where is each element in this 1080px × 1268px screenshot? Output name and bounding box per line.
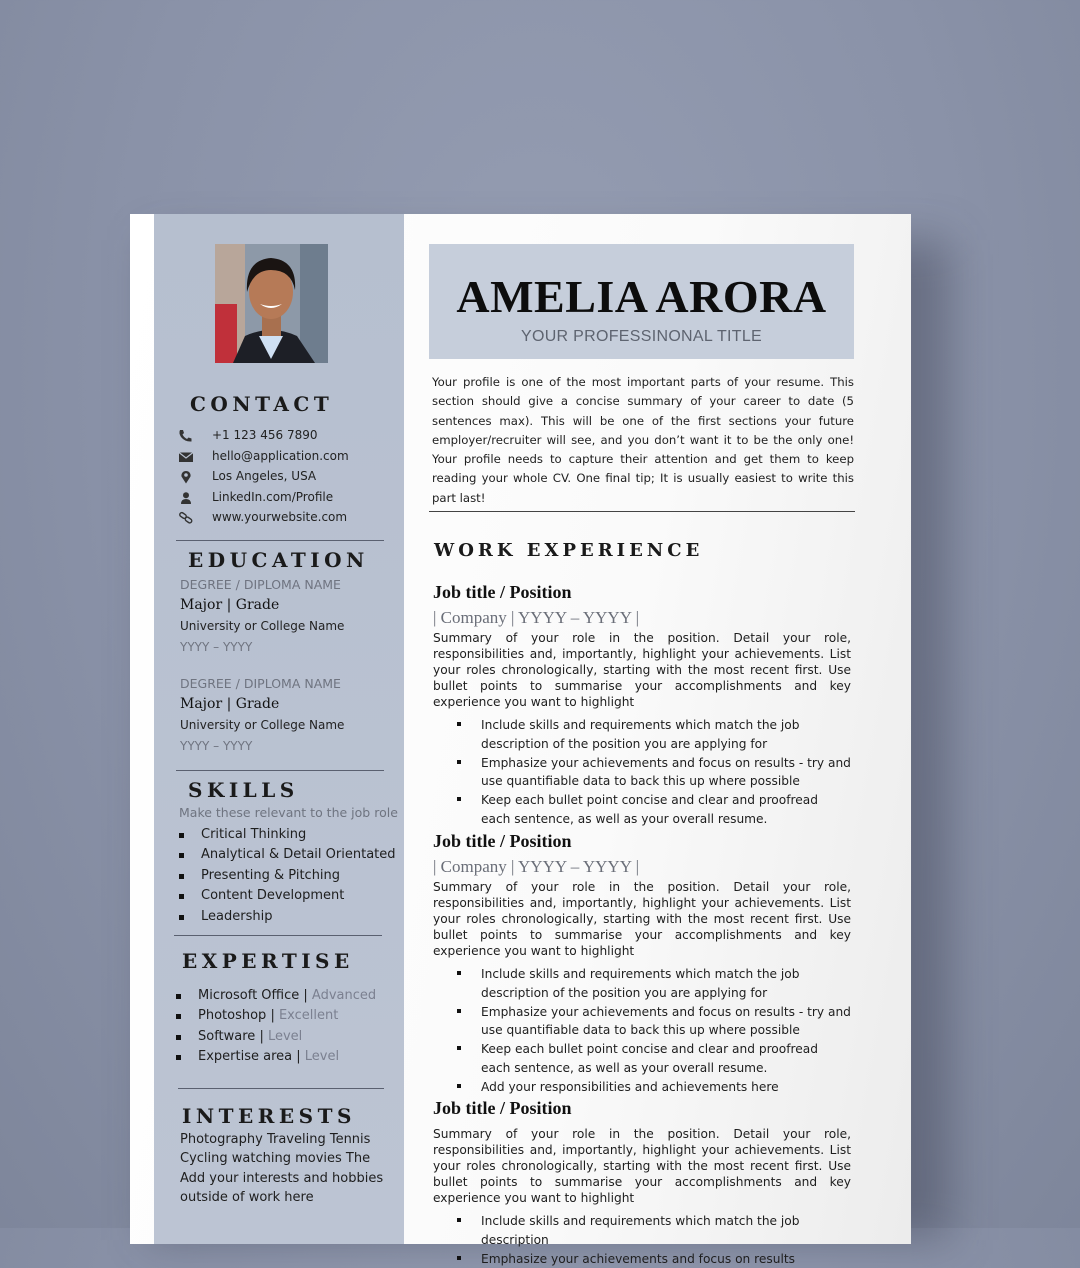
expertise-level: Level (267, 1028, 303, 1044)
list-item (457, 1212, 851, 1250)
bullet (457, 971, 461, 975)
bullet (457, 797, 461, 801)
job-company-dates: | Company | YYYY – YYYY | (433, 857, 640, 876)
bullet (179, 874, 184, 879)
bullet (176, 1014, 181, 1019)
job-entry (433, 1094, 851, 1268)
job-title: Job title / Position (433, 1098, 572, 1118)
education-entry (180, 674, 400, 757)
sidebar (154, 214, 404, 1244)
list-item (457, 754, 851, 792)
job-bullets (433, 716, 851, 829)
skill-text: Content Development (201, 888, 345, 904)
list-item (176, 1006, 376, 1026)
job-summary: Summary of your role in the position. Detail your role, responsibilities and, importantly, highlight your achievements. List your roles chronologically, starting with the most recent first. Use bullet points to summarise your accomplishments and key experience you want to highlight (433, 880, 851, 958)
list-item (176, 1027, 376, 1047)
expertise-name: Microsoft Office (198, 988, 300, 1003)
divider (176, 540, 384, 541)
bullet-text: Keep each bullet point concise and clear and proofread each sentence, as well as your overall resume. (481, 793, 818, 826)
bullet-text: Add your responsibilities and achievements here (481, 1079, 779, 1094)
list-item (179, 886, 396, 906)
contact-phone (178, 425, 317, 445)
contact-phone-text: +1 123 456 7890 (212, 428, 318, 442)
divider (429, 511, 855, 512)
expertise-name: Expertise area (198, 1049, 293, 1065)
job-summary: Summary of your role in the position. Detail your role, responsibilities and, importantly, highlight your achievements. List your roles chronologically, starting with the most recent first. Use bullet points to summarise your accomplishments and key experience you want to highlight (433, 631, 851, 709)
skill-text: Presenting & Pitching (201, 867, 341, 883)
separator: | (255, 1028, 268, 1044)
education-entry (180, 575, 400, 658)
link-icon (178, 510, 194, 524)
list-item (176, 1047, 376, 1067)
education-years: YYYY – YYYY (180, 640, 253, 654)
list-item (179, 825, 396, 845)
bullet-text: Include skills and requirements which match the job description of the position you are applying for (481, 967, 800, 1000)
major-grade: Major | Grade (180, 597, 280, 613)
separator: | (266, 1008, 279, 1024)
school-name: University or College Name (180, 718, 345, 732)
list-item (457, 1040, 851, 1078)
name-header (429, 244, 854, 359)
divider (178, 1088, 384, 1089)
bullet (179, 853, 184, 858)
bullet-text: Keep each bullet point concise and clear and proofread each sentence, as well as your overall resume. (481, 1042, 818, 1075)
list-item (179, 845, 396, 865)
contact-email[interactable] (178, 446, 349, 466)
bullet (179, 894, 184, 899)
education-heading: EDUCATION (188, 548, 369, 572)
skills-heading: SKILLS (188, 778, 299, 802)
bullet-text: Emphasize your achievements and focus on results - try and use quantifiable data to back this up where possible (481, 1004, 851, 1038)
expertise-name: Software (198, 1028, 256, 1044)
bullet (457, 722, 461, 726)
degree-name: DEGREE / DIPLOMA NAME (180, 676, 341, 691)
job-entry (433, 827, 851, 1097)
skill-text: Leadership (201, 908, 273, 924)
bullet-text: Include skills and requirements which match the job description (481, 1214, 800, 1247)
list-item (176, 986, 376, 1006)
bullet (176, 1035, 181, 1040)
expertise-name: Photoshop (198, 1008, 267, 1024)
school-name: University or College Name (180, 619, 345, 633)
divider (174, 935, 382, 936)
bullet (457, 1218, 461, 1222)
bullet (457, 1256, 461, 1260)
list-item (457, 1003, 851, 1041)
divider (176, 770, 384, 771)
phone-icon (178, 428, 194, 442)
contact-email-text: hello@application.com (212, 449, 349, 463)
location-pin-icon (178, 469, 194, 483)
skill-text: Critical Thinking (201, 827, 307, 842)
bullet (176, 1055, 181, 1060)
list-item (457, 965, 851, 1003)
education-years: YYYY – YYYY (180, 739, 253, 753)
expertise-list (176, 986, 376, 1068)
contact-website[interactable] (178, 507, 347, 527)
contact-website-text: www.yourwebsite.com (212, 510, 348, 524)
candidate-name: AMELIA ARORA (456, 271, 827, 322)
list-item (179, 907, 396, 927)
expertise-level: Advanced (311, 988, 377, 1003)
job-company-dates: | Company | YYYY – YYYY | (433, 608, 640, 627)
job-bullets (433, 1212, 851, 1268)
list-item (179, 866, 396, 886)
bullet (179, 833, 184, 838)
skill-text: Analytical & Detail Orientated (201, 847, 396, 863)
degree-name: DEGREE / DIPLOMA NAME (180, 577, 341, 592)
job-bullets (433, 965, 851, 1097)
list-item (457, 1250, 851, 1268)
separator: | (292, 1049, 305, 1065)
expertise-heading: EXPERTISE (182, 949, 354, 973)
job-title: Job title / Position (433, 582, 572, 602)
bullet (176, 994, 181, 999)
job-title: Job title / Position (433, 831, 572, 851)
separator: | (299, 988, 312, 1003)
mail-icon (178, 449, 194, 463)
bullet (457, 1009, 461, 1013)
bullet-text: Include skills and requirements which match the job description of the position you are applying for (481, 718, 800, 751)
bullet-text: Emphasize your achievements and focus on results - try and use quantifiable data to back this up where possible (481, 755, 851, 789)
contact-location (178, 466, 316, 486)
bullet (457, 760, 461, 764)
contact-linkedin-text: LinkedIn.com/Profile (212, 490, 334, 504)
expertise-level: Excellent (278, 1008, 339, 1024)
interests-heading: INTERESTS (182, 1104, 356, 1128)
work-experience-heading: WORK EXPERIENCE (434, 540, 704, 561)
contact-linkedin[interactable] (178, 487, 333, 507)
interests-text: Photography Traveling Tennis Cycling watching movies The Add your interests and hobbies outside of work here (180, 1132, 384, 1205)
contact-location-text: Los Angeles, USA (212, 469, 317, 483)
job-entry (433, 578, 851, 829)
person-icon (178, 490, 194, 504)
resume-page (130, 214, 911, 1266)
professional-title: YOUR PROFESSINONAL TITLE (520, 328, 763, 345)
expertise-level: Level (304, 1049, 340, 1065)
major-grade: Major | Grade (180, 696, 280, 712)
bullet (457, 1084, 461, 1088)
list-item (457, 791, 851, 829)
job-summary: Summary of your role in the position. Detail your role, responsibilities and, importantly, highlight your achievements. List your roles chronologically, starting with the most recent first. Use bullet points to summarise your accomplishments and key experience you want to highlight (433, 1127, 851, 1205)
profile-summary: Your profile is one of the most important parts of your resume. This section should give a concise summary of your career to date (5 sentences max). This will be one of the first sections your future employer/recruiter will see, and you don’t want it to be the only one! Your profile needs to capture their attention and get them to keep reading your whole CV. One final tip; It is usually easiest to write this part last! (432, 375, 854, 505)
bullet (457, 1046, 461, 1050)
bullet-text: Emphasize your achievements and focus on results (481, 1251, 795, 1266)
list-item (457, 716, 851, 754)
skills-subtitle: Make these relevant to the job role (179, 805, 398, 820)
bullet (179, 915, 184, 920)
skills-list (179, 825, 396, 927)
profile-photo (215, 244, 328, 363)
contact-heading: CONTACT (190, 392, 334, 416)
